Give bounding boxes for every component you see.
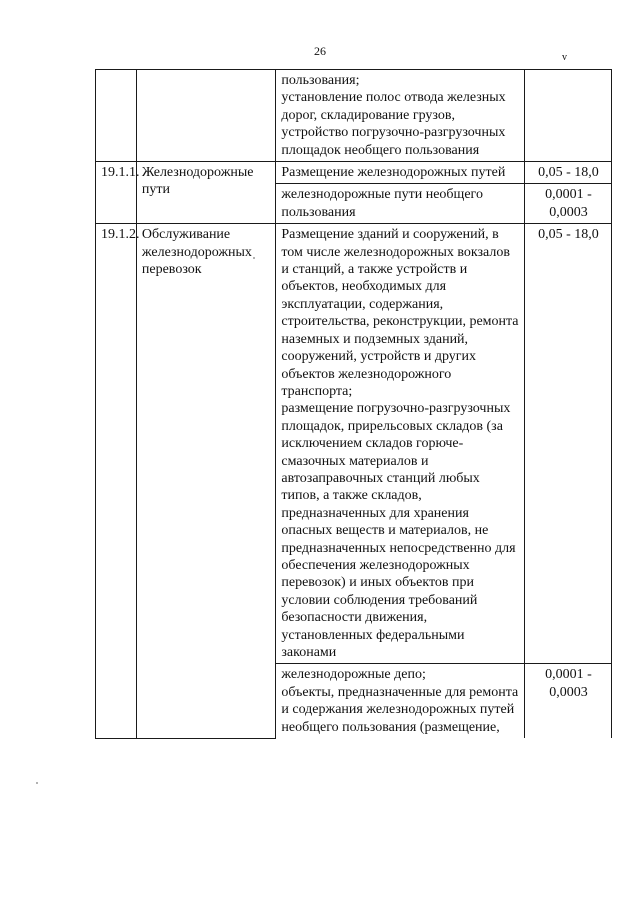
description-cell: железнодорожные пути необщего пользования xyxy=(276,184,525,224)
table-row xyxy=(96,224,612,664)
description-cell: пользования; установление полос отвода железных дорог, складирование грузов, устройство погрузочно-разгрузочных площадок необщего пользования xyxy=(276,70,525,162)
code-cell xyxy=(96,70,137,162)
value-cell: 0,05 - 18,0 xyxy=(524,162,611,184)
name-cell: Обслуживание железнодорожных перевозок xyxy=(136,224,275,738)
value-cell: 0,0001 - 0,0003 xyxy=(524,184,611,224)
table-row xyxy=(96,162,612,184)
table-row-continuation xyxy=(96,70,612,162)
land-use-table xyxy=(95,69,612,739)
description-cell: железнодорожные депо; объекты, предназначенные для ремонта и содержания железнодорожных путей необщего пользования (размещение, xyxy=(276,664,525,738)
name-cell xyxy=(136,70,275,162)
scan-speck xyxy=(36,782,38,784)
code-cell: 19.1.1. xyxy=(96,162,137,224)
name-cell: Железнодорожные пути xyxy=(136,162,275,224)
value-cell: 0,05 - 18,0 xyxy=(524,224,611,664)
corner-mark: v xyxy=(562,52,567,63)
value-cell: 0,0001 - 0,0003 xyxy=(524,664,611,738)
description-cell: Размещение железнодорожных путей xyxy=(276,162,525,184)
scan-speck xyxy=(253,257,255,259)
description-cell: Размещение зданий и сооружений, в том числе железнодорожных вокзалов и станций, а также устройств и объектов, необходимых для эксплуатации, содержания, строительства, реконструкции, ремонта наземных и подземных зданий, сооружений, устройств и других объектов железнодорожного транспорта; размещение погрузочно-разгрузочных площадок, прирельсовых складов (за исключением складов горюче-смазочных материалов и автозаправочных станций любых типов, а также складов, предназначенных для хранения опасных веществ и материалов, не предназначенных непосредственно для обеспечения железнодорожных перевозок) и иных объектов при условии соблюдения требований безопасности движения, установленных федеральными законами xyxy=(276,224,525,664)
code-cell: 19.1.2. xyxy=(96,224,137,738)
page-number: 26 xyxy=(314,44,326,58)
value-cell xyxy=(524,70,611,162)
